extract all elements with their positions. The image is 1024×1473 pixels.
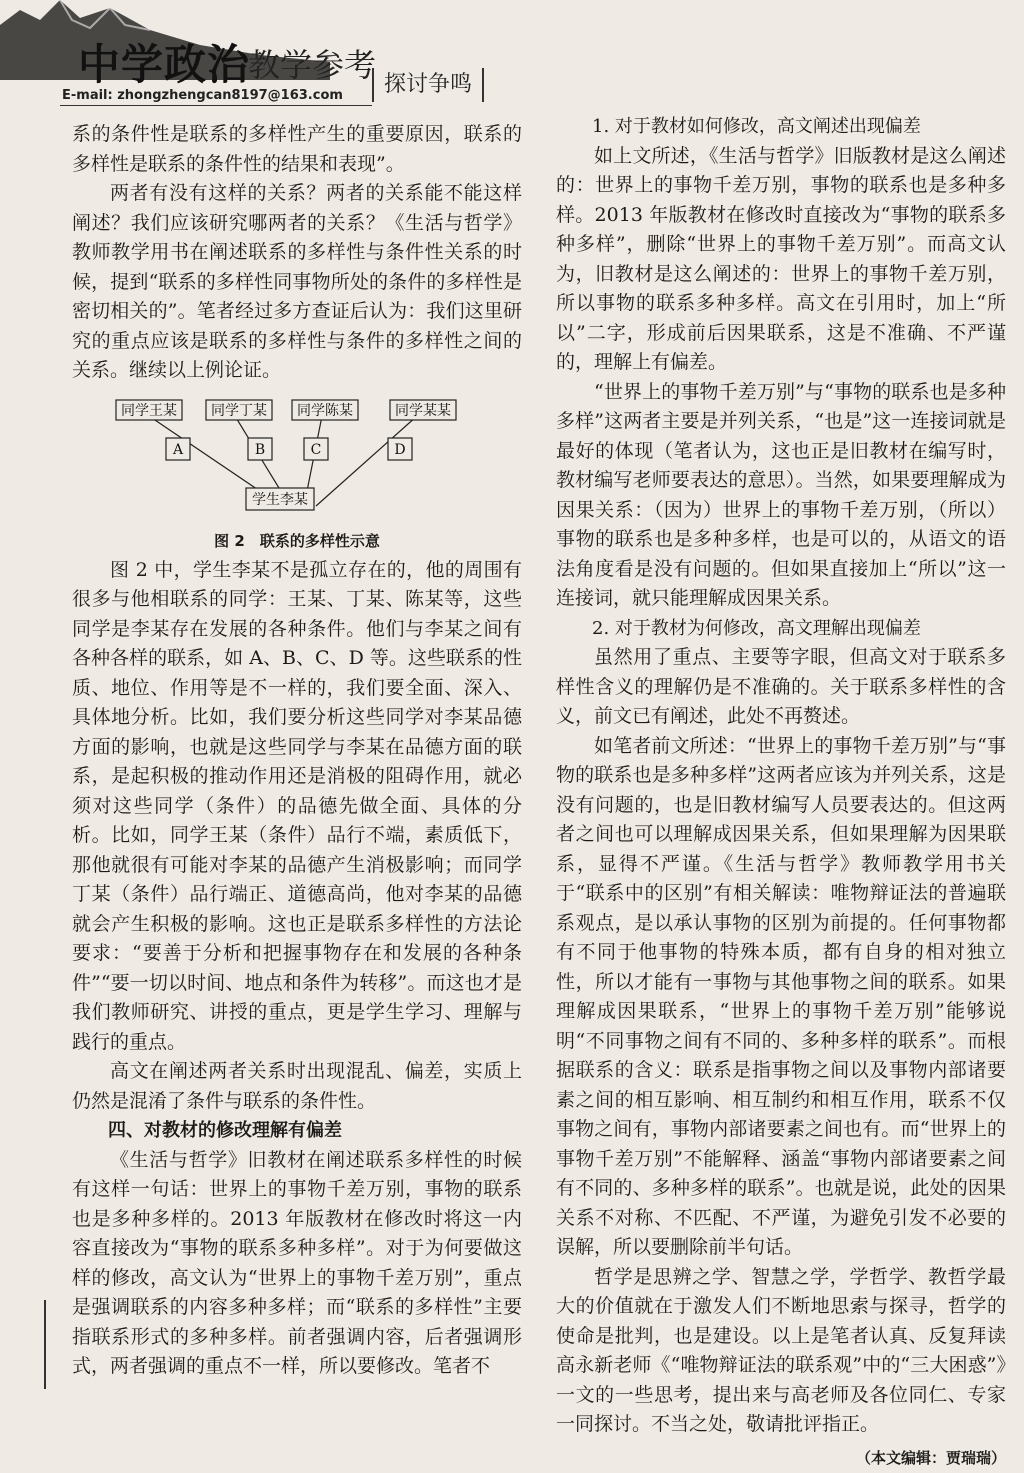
journal-title-sub: 教学参考 xyxy=(248,40,376,86)
margin-line xyxy=(44,1300,46,1389)
editor-signature: （本文编辑：贾瑞瑞） xyxy=(556,1444,1006,1473)
figure-link-d: D xyxy=(394,442,405,458)
right-column xyxy=(556,112,1006,1473)
column-tag: 探讨争鸣 xyxy=(372,68,484,102)
figure-node-chen: 同学陈某 xyxy=(297,402,353,419)
right-paragraph-1: 如上文所述，《生活与哲学》旧版教材是这么阐述的：世界上的事物千差万别，事物的联系也是多种多样。2013 年版教材在修改时直接改为“事物的联系多种多样”，删除“世界上的事物千差万别”。而高文认为，旧教材是这么阐述的：世界上的事物千差万别，所以事物的联系多种多样。高文在引用时，加上“所以”二字，形成前后因果联系，这是不准确、不严谨的，理解上有偏差。 xyxy=(556,142,1006,378)
journal-title-main: 中学政治 xyxy=(78,32,250,92)
figure-link-c: C xyxy=(311,442,322,458)
left-paragraph-4: 高文在阐述两者关系时出现混乱、偏差，实质上仍然是混淆了条件与联系的条件性。 xyxy=(72,1057,522,1116)
figure-2-diagram xyxy=(72,396,522,526)
header-rule xyxy=(60,105,372,106)
right-paragraph-5: 哲学是思辨之学、智慧之学，学哲学、教哲学最大的价值就在于激发人们不断地思索与探寻，哲学的使命是批判，也是建设。以上是笔者认真、反复拜读高永新老师《“唯物辩证法的联系观”中的“三大困惑”》一文的一些思考，提出来与高老师及各位同仁、专家一同探讨。不当之处，敬请批评指正。 xyxy=(556,1263,1006,1440)
subheading-1: 1. 对于教材如何修改，高文阐述出现偏差 xyxy=(556,112,1006,142)
right-paragraph-3: 虽然用了重点、主要等字眼，但高文对于联系多样性含义的理解仍是不准确的。关于联系多样性的含义，前文已有阐述，此处不再赘述。 xyxy=(556,643,1006,732)
journal-email: E-mail: zhongzhengcan8197@163.com xyxy=(62,88,343,103)
figure-node-mou: 同学某某 xyxy=(395,402,451,419)
right-paragraph-2: “世界上的事物千差万别”与“事物的联系也是多种多样”这两者主要是并列关系，“也是”这一连接词就是最好的体现（笔者认为，这也正是旧教材在编写时，教材编写老师要表达的意思）。当然，如果要理解成为因果关系：（因为）世界上的事物千差万别，（所以）事物的联系也是多种多样，也是可以的，从语文的语法角度看是没有问题的。但如果直接加上“所以”这一连接词，就只能理解成因果关系。 xyxy=(556,378,1006,614)
section-heading-4: 四、对教材的修改理解有偏差 xyxy=(72,1116,522,1146)
left-paragraph-5: 《生活与哲学》旧教材在阐述联系多样性的时候有这样一句话：世界上的事物千差万别，事物的联系也是多种多样的。2013 年版教材在修改时将这一内容直接改为“事物的联系多种多样”。对于为何要做这样的修改，高文认为“世界上的事物千差万别”，重点是强调联系的内容多种多样；而“联系的多样性”主要指联系形式的多种多样。前者强调内容，后者强调形式，两者强调的重点不一样，所以要修改。笔者不 xyxy=(72,1146,522,1382)
figure-2 xyxy=(72,396,522,526)
left-paragraph-2: 两者有没有这样的关系？两者的关系能不能这样阐述？我们应该研究哪两者的关系？《生活与哲学》教师教学用书在阐述联系的多样性与条件性关系的时候，提到“联系的多样性同事物所处的条件的多样性是密切相关的”。笔者经过多方查证后认为：我们这里研究的重点应该是联系的多样性与条件的多样性之间的关系。继续以上例论证。 xyxy=(72,179,522,386)
figure-node-ding: 同学丁某 xyxy=(211,402,267,419)
left-paragraph-3: 图 2 中，学生李某不是孤立存在的，他的周围有很多与他相联系的同学：王某、丁某、陈某等，这些同学是李某存在发展的各种条件。他们与李某之间有各种各样的联系，如 A、B、C、D 等。这些联系的性质、地位、作用等是不一样的，我们要全面、深入、具体地分析。比如，我们要分析这些同学对李某品德方面的影响，也就是这些同学与李某在品德方面的联系，是起积极的推动作用还是消极的阻碍作用，就必须对这些同学（条件）的品德先做全面、具体的分析。比如，同学王某（条件）品行不端，素质低下，那他就很有可能对李某的品德产生消极影响；而同学丁某（条件）品行端正、道德高尚，他对李某的品德就会产生积极的影响。这也正是联系多样性的方法论要求：“要善于分析和把握事物存在和发展的各种条件”“要一切以时间、地点和条件为转移”。而这也才是我们教师研究、讲授的重点，更是学生学习、理解与践行的重点。 xyxy=(72,556,522,1058)
left-paragraph-1: 系的条件性是联系的多样性产生的重要原因，联系的多样性是联系的条件性的结果和表现”。 xyxy=(72,120,522,179)
figure-node-wang: 同学王某 xyxy=(121,402,177,419)
right-paragraph-4: 如笔者前文所述：“世界上的事物千差万别”与“事物的联系也是多种多样”这两者应该为并列关系，这是没有问题的，也是旧教材编写人员要表达的。但这两者之间也可以理解成因果关系，但如果理解为因果联系，显得不严谨。《生活与哲学》教师教学用书关于“联系中的区别”有相关解读：唯物辩证法的普遍联系观点，是以承认事物的区别为前提的。任何事物都有不同于他事物的特殊本质，都有自身的相对独立性，所以才能有一事物与其他事物之间的联系。如果理解成因果联系，“世界上的事物千差万别”能够说明“不同事物之间有不同的、多种多样的联系”。而根据联系的含义：联系是指事物之间以及事物内部诸要素之间的相互影响、相互制约和相互作用，联系不仅事物之间有，事物内部诸要素之间也有。而“世界上的事物千差万别”不能解释、涵盖“事物内部诸要素之间有不同的、多种多样的联系”。也就是说，此处的因果关系不对称、不匹配、不严谨，为避免引发不必要的误解，所以要删除前半句话。 xyxy=(556,732,1006,1263)
figure-link-a: A xyxy=(172,442,184,458)
left-column xyxy=(72,120,522,1382)
subheading-2: 2. 对于教材为何修改，高文理解出现偏差 xyxy=(556,614,1006,644)
figure-link-b: B xyxy=(255,442,265,458)
figure-node-center: 学生李某 xyxy=(252,491,308,508)
figure-caption: 图 2 联系的多样性示意 xyxy=(72,530,522,552)
